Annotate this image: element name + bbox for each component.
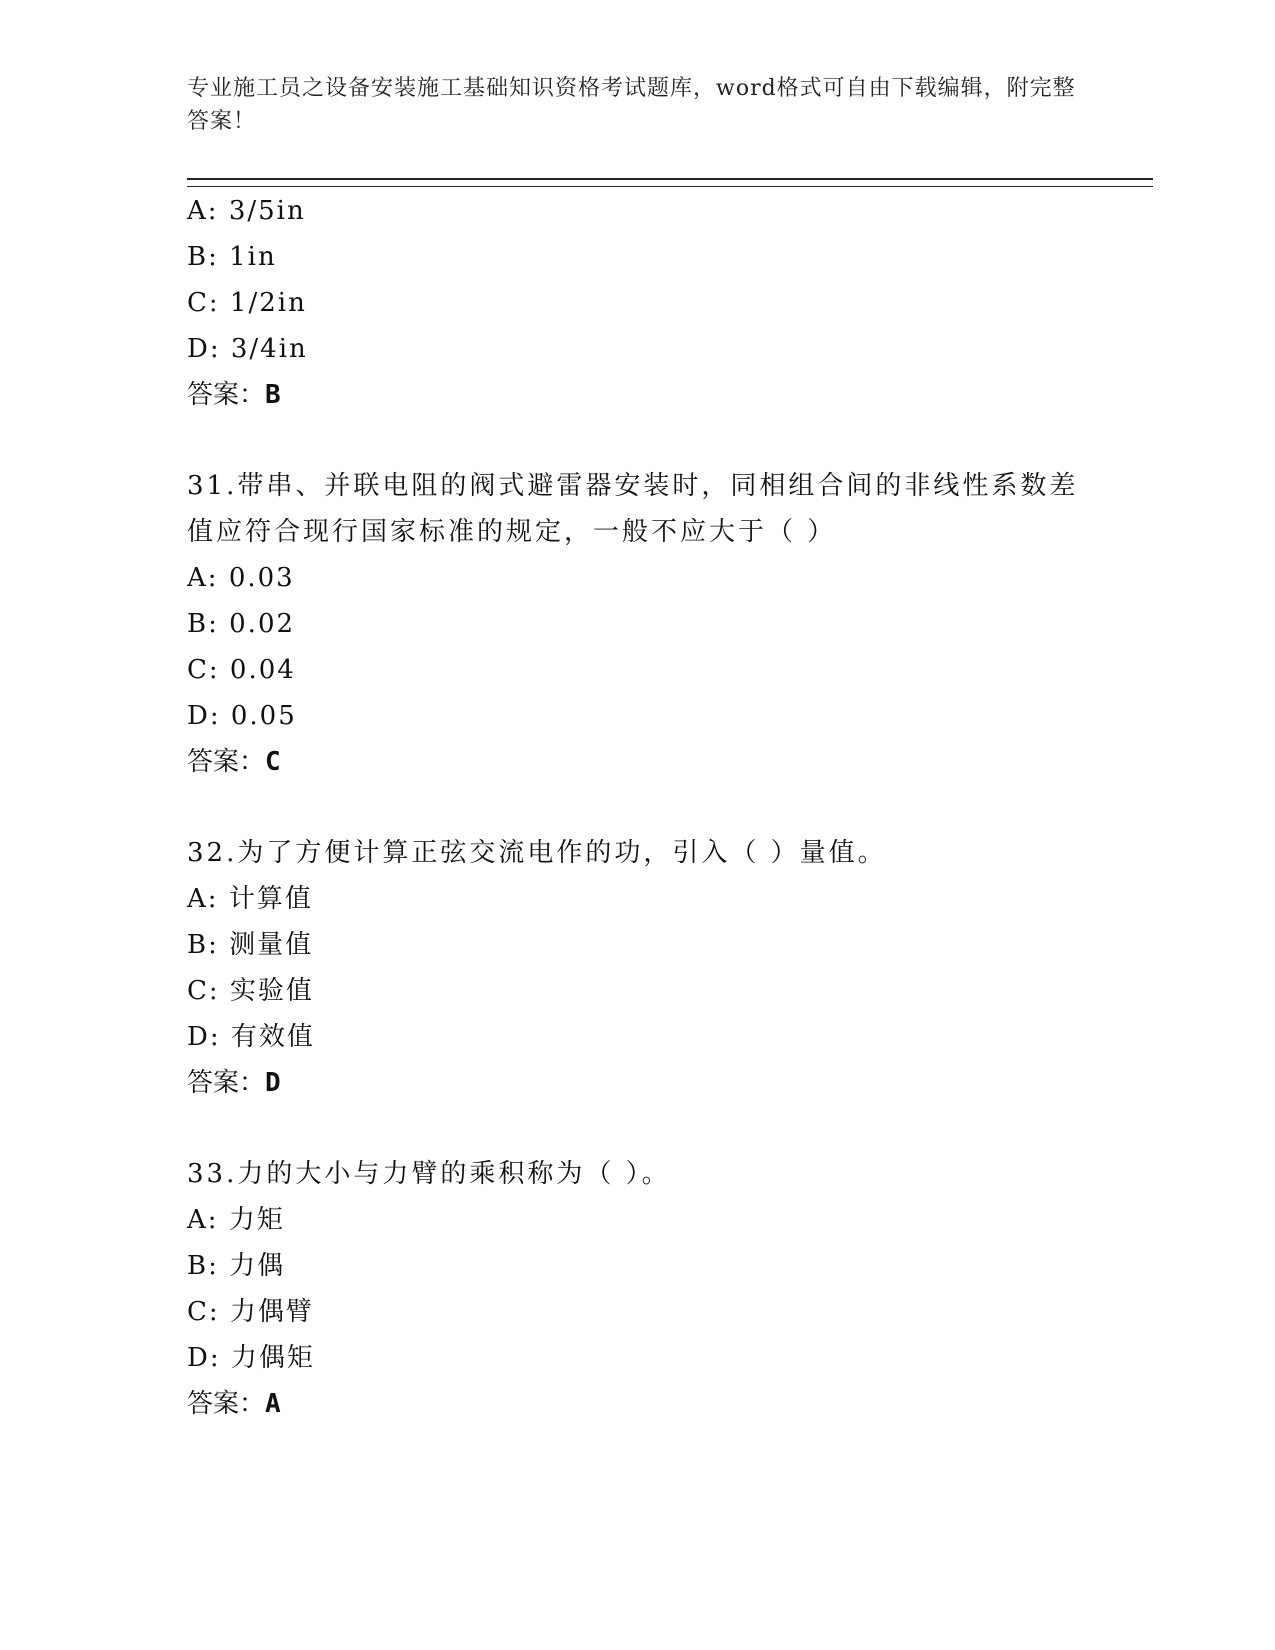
answer-line: 答案：C — [187, 747, 281, 777]
answer-value: D — [265, 1068, 281, 1098]
answer-value: B — [265, 380, 281, 410]
option-c: C: 力偶臂 — [187, 1297, 314, 1327]
question-list — [187, 188, 1087, 1427]
answer-line: 答案：B — [187, 380, 281, 410]
header-divider — [187, 178, 1153, 187]
option-a: A: 计算值 — [187, 884, 313, 914]
option-b: B: 力偶 — [187, 1251, 286, 1281]
question-block — [187, 463, 1087, 785]
header-title: 专业施工员之设备安装施工基础知识资格考试题库，word格式可自由下载编辑，附完整答案！ — [187, 76, 1076, 134]
option-d: D: 0.05 — [187, 701, 297, 731]
option-b: B: 测量值 — [187, 930, 314, 960]
option-a: A: 力矩 — [187, 1205, 285, 1235]
option-a: A: 3/5in — [187, 196, 306, 226]
answer-value: C — [265, 747, 281, 777]
option-c: C: 0.04 — [187, 655, 296, 685]
page-header — [187, 72, 1087, 138]
question-text: 33.力的大小与力臂的乘积称为（ ）。 — [187, 1159, 671, 1189]
option-a: A: 0.03 — [187, 563, 295, 593]
question-block — [187, 830, 1087, 1106]
option-c: C: 1/2in — [187, 288, 307, 318]
option-d: D: 有效值 — [187, 1022, 315, 1052]
option-d: D: 力偶矩 — [187, 1343, 315, 1373]
option-c: C: 实验值 — [187, 976, 314, 1006]
answer-value: A — [265, 1389, 281, 1419]
answer-line: 答案：D — [187, 1068, 281, 1098]
question-block — [187, 1151, 1087, 1427]
question-block — [187, 188, 1087, 418]
question-text: 32.为了方便计算正弦交流电作的功，引入（ ）量值。 — [187, 838, 887, 868]
question-text: 31.带串、并联电阻的阀式避雷器安装时，同相组合间的非线性系数差值应符合现行国家标准的规定，一般不应大于（ ） — [187, 471, 1079, 547]
answer-line: 答案：A — [187, 1389, 281, 1419]
option-d: D: 3/4in — [187, 334, 308, 364]
option-b: B: 0.02 — [187, 609, 296, 639]
option-b: B: 1in — [187, 242, 277, 272]
